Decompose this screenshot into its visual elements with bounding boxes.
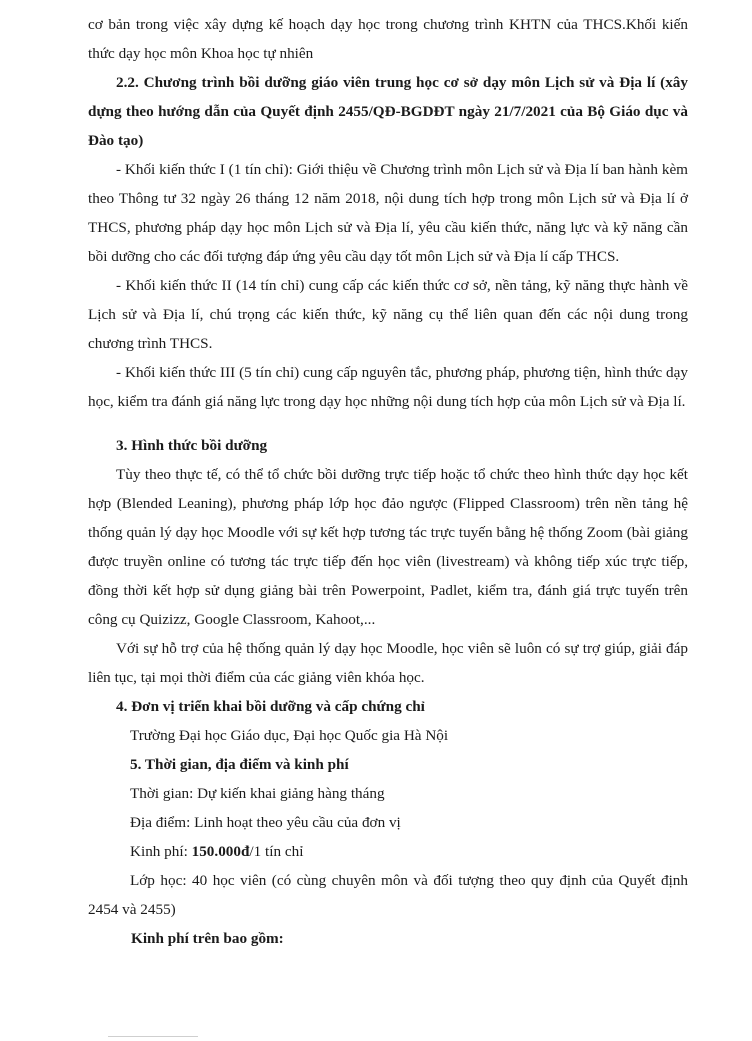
ho-tro-paragraph: Với sự hỗ trợ của hệ thống quản lý dạy học Moodle, học viên sẽ luôn có sự trợ giúp, giải đáp liên tục, tại mọi thời điểm của các giảng viên khóa học. bbox=[88, 640, 688, 686]
kinh-phi-value: 150.000đ bbox=[191, 843, 250, 860]
khoi-kien-thuc-1-paragraph: - Khối kiến thức I (1 tín chỉ): Giới thiệu về Chương trình môn Lịch sử và Địa lí ban hành kèm theo Thông tư 32 ngày 26 tháng 12 năm 2018, nội dung tích hợp trong môn Lịch sử và Địa lí ở THCS, phương pháp dạy học môn Lịch sử và Địa lí, yêu cầu kiến thức, năng lực và kỹ năng cần bồi dưỡng cho các đối tượng đáp ứng yêu cầu dạy tốt môn Lịch sử và Địa lí cấp THCS. bbox=[88, 161, 688, 265]
dia-diem-text: Địa điểm: Linh hoạt theo yêu cầu của đơn vị bbox=[130, 814, 401, 831]
intro-paragraph: cơ bản trong việc xây dựng kế hoạch dạy học trong chương trình KHTN của THCS.Khối kiến thức dạy học môn Khoa học tự nhiên bbox=[88, 16, 688, 62]
section-3-heading: 3. Hình thức bồi dưỡng bbox=[116, 437, 268, 454]
thoi-gian-text: Thời gian: Dự kiến khai giảng hàng tháng bbox=[130, 785, 385, 802]
page-footer-rule bbox=[108, 1036, 198, 1037]
lop-hoc-paragraph: Lớp học: 40 học viên (có cùng chuyên môn và đối tượng theo quy định của Quyết định 2454 và 2455) bbox=[88, 872, 688, 918]
khoi-kien-thuc-3-paragraph: - Khối kiến thức III (5 tín chỉ) cung cấp nguyên tắc, phương pháp, phương tiện, hình thức dạy học, kiểm tra đánh giá năng lực trong dạy học những nội dung tích hợp của môn Lịch sử và Địa lí. bbox=[88, 364, 688, 410]
don-vi-text: Trường Đại học Giáo dục, Đại học Quốc gia Hà Nội bbox=[130, 727, 449, 744]
section-2-2-heading: 2.2. Chương trình bồi dưỡng giáo viên trung học cơ sở dạy môn Lịch sử và Địa lí (xây dựng theo hướng dẫn của Quyết định 2455/QĐ-BGDĐT ngày 21/7/2021 của Bộ Giáo dục và Đào tạo) bbox=[88, 74, 688, 149]
kinh-phi-unit: /1 tín chỉ bbox=[249, 843, 304, 860]
hinh-thuc-paragraph: Tùy theo thực tế, có thể tổ chức bồi dưỡng trực tiếp hoặc tổ chức theo hình thức dạy học kết hợp (Blended Leaning), phương pháp lớp học đảo ngược (Flipped Classroom) trên nền tảng hệ thống quản lý dạy học Moodle với sự kết hợp tương tác trực tuyến bằng hệ thống Zoom (bài giảng được truyền online có tương tác trực tiếp đến học viên (livestream) và không tiếp xúc trực tiếp, đồng thời kết hợp sử dụng giảng bài trên Powerpoint, Padlet, kiểm tra, đánh giá trực tuyến trên công cụ Quizizz, Google Classroom, Kahoot,... bbox=[88, 466, 688, 628]
kinh-phi-line bbox=[130, 837, 303, 866]
kinh-phi-label: Kinh phí: bbox=[130, 843, 192, 860]
khoi-kien-thuc-2-paragraph: - Khối kiến thức II (14 tín chỉ) cung cấp các kiến thức cơ sở, nền tảng, kỹ năng thực hành về Lịch sử và Địa lí, chú trọng các kiến thức, kỹ năng cụ thể liên quan đến các nội dung trong chương trình THCS. bbox=[88, 277, 688, 352]
section-5-heading: 5. Thời gian, địa điểm và kinh phí bbox=[130, 756, 349, 773]
kinh-phi-bao-gom-heading: Kinh phí trên bao gồm: bbox=[131, 930, 284, 947]
section-4-heading: 4. Đơn vị triển khai bồi dưỡng và cấp chứng chỉ bbox=[116, 698, 425, 715]
